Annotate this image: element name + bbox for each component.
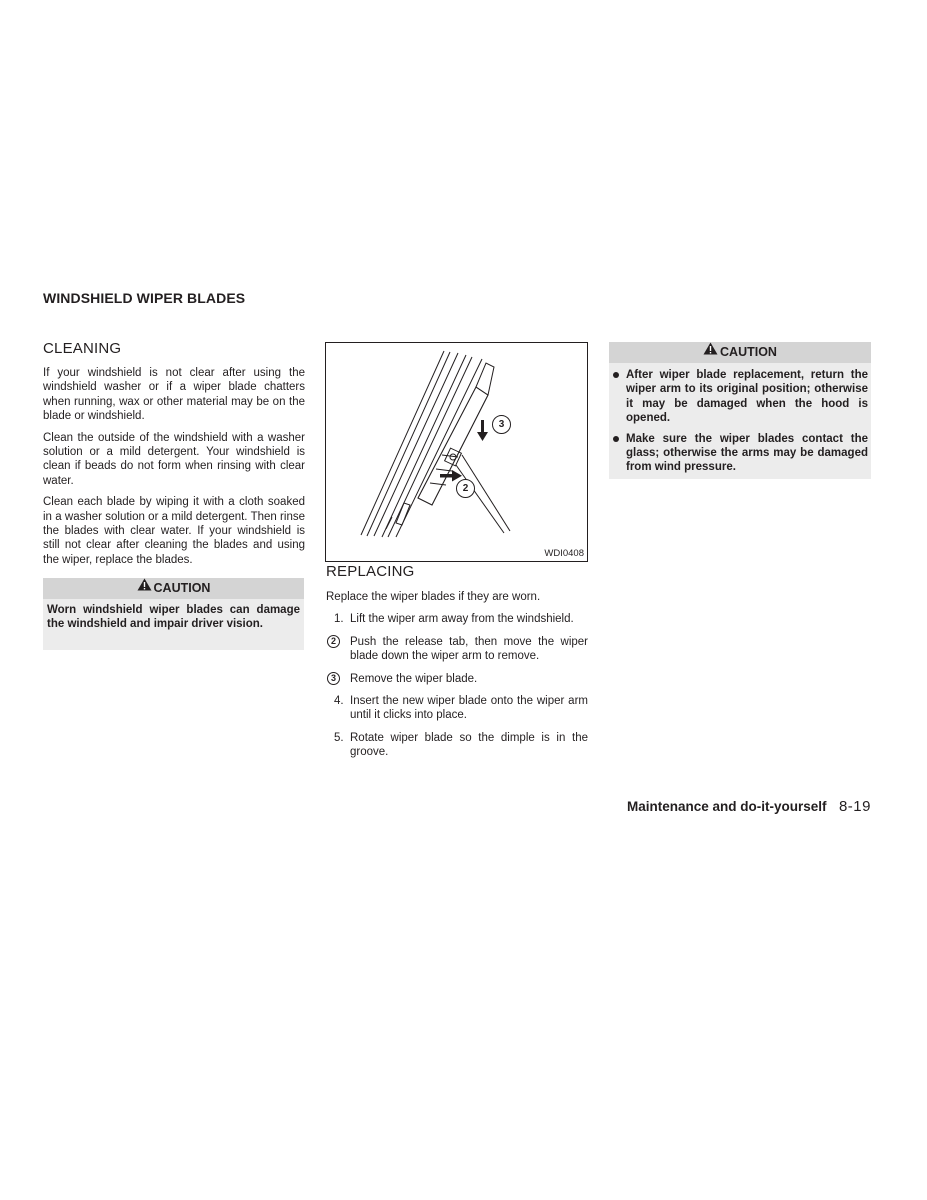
caution-item-2 bbox=[609, 432, 868, 475]
warning-triangle-icon bbox=[137, 577, 152, 598]
footer-page-number: 8-19 bbox=[838, 798, 871, 815]
cleaning-body bbox=[43, 366, 305, 567]
caution-item-1-text: After wiper blade replacement, return the wiper arm to its original position; otherwise it may be damaged when the hood is opened. bbox=[626, 369, 868, 425]
step-2-number: 2 bbox=[327, 635, 340, 648]
callout-3: 3 bbox=[492, 415, 511, 434]
caution-label: CAUTION bbox=[153, 581, 211, 595]
caution-header-right bbox=[609, 342, 871, 363]
step-1-number: 1. bbox=[334, 613, 344, 626]
caution-text: Worn windshield wiper blades can damage the windshield and impair driver vision. bbox=[47, 604, 300, 631]
replacing-caution-box bbox=[609, 342, 871, 479]
replacing-intro: Replace the wiper blades if they are worn. bbox=[326, 591, 541, 603]
page-footer bbox=[627, 798, 871, 816]
cleaning-caution-box bbox=[43, 578, 304, 650]
step-4-number: 4. bbox=[334, 695, 344, 708]
step-5-number: 5. bbox=[334, 731, 344, 744]
step-3 bbox=[326, 672, 588, 686]
caution-item-1 bbox=[609, 368, 868, 426]
bullet-icon bbox=[613, 372, 619, 378]
figure-code: WDI0408 bbox=[544, 548, 584, 559]
step-2-text: Push the release tab, then move the wiper blade down the wiper arm to remove. bbox=[350, 635, 588, 663]
step-1-text: Lift the wiper arm away from the windshield. bbox=[350, 613, 574, 626]
step-2 bbox=[326, 635, 588, 664]
arrow-down-icon bbox=[477, 420, 488, 441]
step-5 bbox=[326, 731, 588, 760]
arrow-right-icon bbox=[440, 470, 462, 482]
step-3-number: 3 bbox=[327, 672, 340, 685]
cleaning-paragraph-2: Clean the outside of the windshield with a washer solution or a mild detergent. Your windshield is clean if beads do not form when rinsing with clear water. bbox=[43, 431, 305, 487]
replacing-steps bbox=[326, 612, 588, 759]
wiper-figure bbox=[325, 342, 588, 562]
caution-list bbox=[609, 363, 871, 475]
caution-header bbox=[43, 578, 304, 599]
callout-2: 2 bbox=[456, 479, 475, 498]
step-4-text: Insert the new wiper blade onto the wiper arm until it clicks into place. bbox=[350, 695, 588, 722]
warning-triangle-icon bbox=[703, 341, 718, 362]
caution-item-2-text: Make sure the wiper blades contact the glass; otherwise the arms may be damaged from wind pressure. bbox=[626, 432, 868, 474]
step-3-text: Remove the wiper blade. bbox=[350, 672, 478, 685]
step-1 bbox=[326, 612, 588, 626]
step-4 bbox=[326, 694, 588, 723]
cleaning-paragraph-1: If your windshield is not clear after using the windshield washer or if a wiper blade chatters when running, wax or other material may be on the blade or windshield. bbox=[43, 367, 305, 423]
section-title: WINDSHIELD WIPER BLADES bbox=[43, 290, 246, 306]
cleaning-heading: CLEANING bbox=[43, 340, 122, 357]
caution-label-right: CAUTION bbox=[720, 345, 777, 359]
cleaning-paragraph-3: Clean each blade by wiping it with a cloth soaked in a washer solution or a mild detergent. Then rinse the blades with clear water. If your windshield is still not clear after cleaning the blades and using the wiper, replace the blades. bbox=[43, 496, 305, 566]
step-5-text: Rotate wiper blade so the dimple is in the groove. bbox=[350, 731, 588, 759]
replacing-body bbox=[326, 590, 588, 768]
footer-chapter-title: Maintenance and do-it-yourself bbox=[626, 799, 827, 814]
bullet-icon bbox=[613, 436, 619, 442]
wiper-illustration bbox=[326, 343, 587, 561]
replacing-heading: REPLACING bbox=[326, 563, 415, 580]
